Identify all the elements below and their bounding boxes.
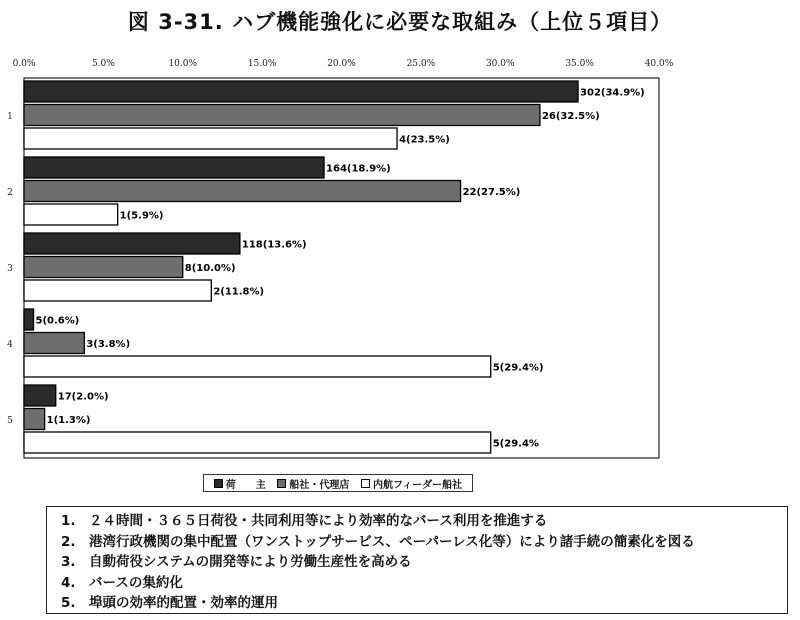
chart-title: 図 3-31. ハブ機能強化に必要な取組み（上位５項目） — [127, 10, 673, 34]
data-label: 22(27.5%) — [462, 187, 521, 198]
legend-label-feeder: 内航フィーダー船社 — [372, 479, 463, 491]
data-label: 5(0.6%) — [35, 315, 80, 327]
x-tick-label: 15.0% — [247, 59, 277, 69]
note-item-1: 1. ２４時間・３６５日荷役・共同利用等により効率的なバース利用を推進する — [61, 513, 548, 529]
chart-legend — [203, 474, 473, 492]
x-tick-label: 20.0% — [327, 59, 356, 69]
data-label: 26(32.5%) — [541, 111, 600, 122]
x-tick-label: 30.0% — [485, 59, 515, 69]
category-label: 3 — [7, 264, 13, 274]
category-label: 5 — [7, 416, 13, 426]
legend-item-agent — [277, 476, 349, 491]
legend-item-shipper — [214, 476, 266, 491]
data-label: 164(18.9%) — [326, 163, 391, 175]
legend-swatch-shipper — [214, 479, 223, 488]
category-notes-box — [46, 506, 788, 614]
data-label: 3(3.8%) — [86, 339, 131, 350]
bar-4-series-3 — [24, 356, 491, 377]
bar-5-series-2 — [24, 409, 45, 430]
bar-1-series-3 — [24, 128, 397, 149]
note-item-2: 2. 港湾行政機関の集中配置（ワンストップサービス、ペーパーレス化等）により諸手続の簡素化を図る — [61, 533, 695, 550]
category-label: 2 — [7, 188, 13, 198]
note-item-5: 5. 埠頭の効率的配置・効率的運用 — [61, 595, 279, 611]
bar-1-series-1 — [24, 81, 578, 102]
x-tick-label: 25.0% — [406, 59, 436, 69]
legend-item-feeder — [361, 476, 462, 491]
data-label: 5(29.4% — [492, 438, 539, 450]
legend-label-agent: 船社・代理店 — [289, 479, 350, 491]
bar-2-series-2 — [24, 181, 461, 202]
x-tick-label: 40.0% — [644, 59, 674, 69]
bar-3-series-1 — [24, 233, 240, 254]
data-label: 2(11.8%) — [213, 286, 265, 298]
data-label: 8(10.0%) — [184, 263, 236, 274]
data-label: 302(34.9%) — [580, 87, 645, 99]
note-item-3: 3. 自動荷役システムの開発等により労働生産性を高める — [61, 554, 412, 570]
x-tick-label: 35.0% — [565, 59, 594, 69]
data-label: 17(2.0%) — [57, 391, 109, 403]
data-label: 5(29.4%) — [492, 362, 544, 374]
data-label: 4(23.5%) — [399, 134, 450, 146]
bar-5-series-1 — [24, 385, 56, 406]
bar-2-series-1 — [24, 157, 324, 178]
data-label: 1(5.9%) — [119, 210, 164, 222]
x-tick-label: 5.0% — [91, 59, 115, 69]
bar-3-series-2 — [24, 257, 183, 278]
note-item-4: 4. バースの集約化 — [61, 574, 183, 591]
data-label: 118(13.6%) — [241, 239, 307, 251]
bar-1-series-2 — [24, 105, 540, 126]
legend-swatch-feeder — [361, 479, 370, 488]
legend-swatch-agent — [277, 479, 286, 488]
category-label: 1 — [7, 112, 13, 122]
bar-4-series-2 — [24, 333, 84, 354]
bar-2-series-3 — [24, 204, 118, 225]
category-label: 4 — [7, 340, 13, 350]
bar-3-series-3 — [24, 280, 211, 301]
bar-5-series-3 — [24, 432, 491, 453]
x-tick-label: 0.0% — [12, 59, 36, 69]
legend-label-shipper: 荷 主 — [225, 479, 266, 491]
data-label: 1(1.3%) — [46, 415, 91, 426]
x-tick-label: 10.0% — [168, 59, 198, 69]
bar-4-series-1 — [24, 309, 34, 330]
